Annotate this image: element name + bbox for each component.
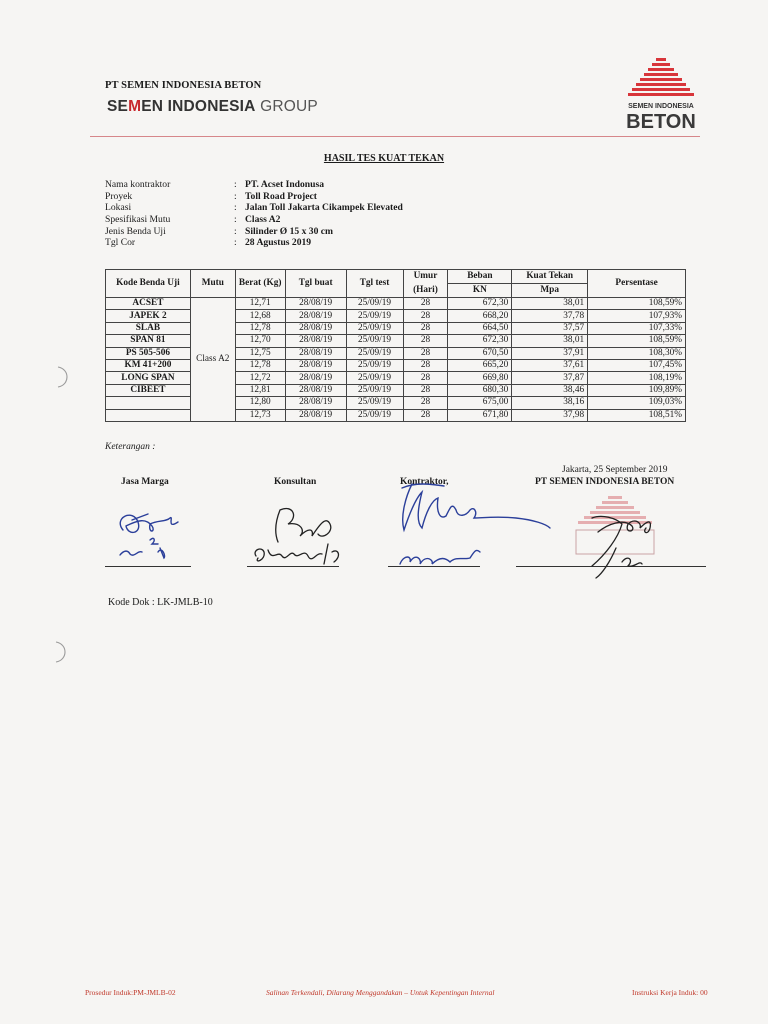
place-date: Jakarta, 25 September 2019 xyxy=(562,465,668,475)
cell-kode xyxy=(106,409,191,421)
cell-tgl-buat: 28/08/19 xyxy=(285,322,346,334)
punch-hole-mark xyxy=(50,640,70,664)
header-beban-unit: KN xyxy=(448,284,512,298)
document-code: Kode Dok : LK-JMLB-10 xyxy=(108,597,213,608)
cell-umur: 28 xyxy=(403,298,448,310)
cell-kode: SPAN 81 xyxy=(106,335,191,347)
cell-kode: PS 505-506 xyxy=(106,347,191,359)
signature-heading-konsultan: Konsultan xyxy=(274,477,317,487)
cell-persentase: 109,03% xyxy=(588,397,686,409)
header-rule xyxy=(90,136,700,137)
cell-persentase: 108,51% xyxy=(588,409,686,421)
header-kode: Kode Benda Uji xyxy=(106,270,191,298)
header-mutu: Mutu xyxy=(190,270,235,298)
header-berat: Berat (Kg) xyxy=(235,270,285,298)
cell-kuat-tekan: 37,61 xyxy=(512,359,588,371)
cell-kuat-tekan: 37,78 xyxy=(512,310,588,322)
company-name: PT SEMEN INDONESIA BETON xyxy=(105,80,262,91)
header-beban: Beban xyxy=(448,270,512,284)
company-stamp-and-signature xyxy=(562,488,672,583)
cell-persentase: 108,19% xyxy=(588,372,686,384)
document-title: HASIL TES KUAT TEKAN xyxy=(323,153,445,164)
cell-tgl-test: 25/09/19 xyxy=(346,310,403,322)
header-umur: Umur xyxy=(403,270,448,284)
cell-persentase: 109,89% xyxy=(588,384,686,396)
cell-tgl-buat: 28/08/19 xyxy=(285,397,346,409)
cell-kuat-tekan: 37,57 xyxy=(512,322,588,334)
header-kuat-tekan: Kuat Tekan xyxy=(512,270,588,284)
punch-hole-mark xyxy=(52,365,72,389)
cell-persentase: 107,45% xyxy=(588,359,686,371)
keterangan-label: Keterangan : xyxy=(105,442,156,452)
signature-konsultan xyxy=(250,494,350,572)
cell-berat: 12,71 xyxy=(235,298,285,310)
semen-indonesia-group-logo: SEMEN INDONESIA GROUP xyxy=(107,98,318,115)
cell-tgl-test: 25/09/19 xyxy=(346,359,403,371)
cell-beban: 664,50 xyxy=(448,322,512,334)
cell-persentase: 108,59% xyxy=(588,298,686,310)
document-page: PT SEMEN INDONESIA BETON SEMEN INDONESIA GROUP SEMEN INDONESIA BETON HASIL TES KUAT TEKAN Nama kontraktor : PT. Acset Indonusa Proyek : Toll Road Project Lokasi : Jalan Toll Jakarta Cikampek Elevated Spesifikasi Mutu : Class A2 Jenis Benda Uji : Silinder Ø 15 x 30 cm Tgl Cor : 28 Agustus 2019 Kode Benda Uji Mutu Berat (Kg) Tgl buat Tgl test Umur Beban Kuat Tekan Persentase (Hari) KN Mpa ACSET Class A2 12,71 28/08/19 25/09/19 28 672,30 38,01 108,59% JAPEK 2 12,68 28/08/19 25/09/19 28 668,20 37,78 107,93% SLAB 12,78 28/08/19 25/09/19 28 664,50 37,57 107,33% SPAN 81 12,70 28/08/19 25/09/19 28 672,30 38,01 108,59% PS 505-506 12,75 28/08/19 25/09/19 28 670,50 37,91 108,30% KM 41+200 12,78 28/08/19 25/09/19 28 665,20 37,61 107,45% LONG SPAN 12,72 28/08/19 25/09/19 28 669,80 37,87 108,19% CIBEET 12,81 28/08/19 25/09/19 28 680,30 38,46 109,89% 12,80 28/08/19 25/09/19 28 675,00 38,16 109,03% 12,73 28/08/19 25/09/19 28 671,80 37,98 108,51% Keterangan : Jakarta, 25 September 2019 Jasa Marga Konsultan Kontraktor, PT SEMEN INDONESIA BETON Kode Dok : LK-JMLB-10 Prosedur Induk:PM-JMLB-02 Salinan Terkendali, Dilarang Menggandakan – Untuk Kepentingan Internal Instruksi Kerja Induk: 00 xyxy=(0,0,768,1024)
cell-kode: JAPEK 2 xyxy=(106,310,191,322)
header-umur-unit: (Hari) xyxy=(403,284,448,298)
cell-persentase: 108,59% xyxy=(588,335,686,347)
cell-kode: ACSET xyxy=(106,298,191,310)
cell-beban: 671,80 xyxy=(448,409,512,421)
cell-beban: 665,20 xyxy=(448,359,512,371)
cell-persentase: 108,30% xyxy=(588,347,686,359)
cell-kode: SLAB xyxy=(106,322,191,334)
cell-beban: 672,30 xyxy=(448,298,512,310)
cell-kuat-tekan: 38,01 xyxy=(512,335,588,347)
cell-umur: 28 xyxy=(403,372,448,384)
cell-kuat-tekan: 37,87 xyxy=(512,372,588,384)
cell-umur: 28 xyxy=(403,409,448,421)
cell-kuat-tekan: 37,98 xyxy=(512,409,588,421)
cell-tgl-buat: 28/08/19 xyxy=(285,335,346,347)
results-table xyxy=(105,269,686,422)
cell-umur: 28 xyxy=(403,310,448,322)
cell-berat: 12,68 xyxy=(235,310,285,322)
signature-heading-kontraktor: Kontraktor, xyxy=(400,477,449,487)
header-tgl-test: Tgl test xyxy=(346,270,403,298)
cell-umur: 28 xyxy=(403,397,448,409)
cell-kuat-tekan: 38,46 xyxy=(512,384,588,396)
cell-berat: 12,75 xyxy=(235,347,285,359)
table-row xyxy=(106,298,686,310)
signature-jasa-marga xyxy=(108,500,188,566)
cell-tgl-test: 25/09/19 xyxy=(346,322,403,334)
cell-umur: 28 xyxy=(403,384,448,396)
cell-tgl-buat: 28/08/19 xyxy=(285,310,346,322)
cell-tgl-buat: 28/08/19 xyxy=(285,372,346,384)
footer-right: Instruksi Kerja Induk: 00 xyxy=(632,988,708,997)
semen-indonesia-beton-logo xyxy=(620,56,702,134)
cell-umur: 28 xyxy=(403,359,448,371)
cell-mutu: Class A2 xyxy=(190,298,235,422)
cell-tgl-buat: 28/08/19 xyxy=(285,347,346,359)
cell-berat: 12,78 xyxy=(235,359,285,371)
header-tgl-buat: Tgl buat xyxy=(285,270,346,298)
cell-tgl-test: 25/09/19 xyxy=(346,372,403,384)
cell-berat: 12,80 xyxy=(235,397,285,409)
cell-tgl-test: 25/09/19 xyxy=(346,298,403,310)
beton-logo-top-text: SEMEN INDONESIA xyxy=(628,103,694,110)
cell-kode xyxy=(106,397,191,409)
cell-umur: 28 xyxy=(403,335,448,347)
cell-berat: 12,72 xyxy=(235,372,285,384)
cell-beban: 672,30 xyxy=(448,335,512,347)
footer-center: Salinan Terkendali, Dilarang Menggandakan – Untuk Kepentingan Internal xyxy=(266,988,495,997)
cell-berat: 12,81 xyxy=(235,384,285,396)
cell-tgl-test: 25/09/19 xyxy=(346,347,403,359)
cell-umur: 28 xyxy=(403,322,448,334)
cell-umur: 28 xyxy=(403,347,448,359)
cell-tgl-buat: 28/08/19 xyxy=(285,359,346,371)
signature-heading-semen-beton: PT SEMEN INDONESIA BETON xyxy=(535,477,675,487)
beton-logo-big-text: BETON xyxy=(626,111,696,133)
cell-kode: LONG SPAN xyxy=(106,372,191,384)
cell-persentase: 107,93% xyxy=(588,310,686,322)
cell-kode: KM 41+200 xyxy=(106,359,191,371)
header-persentase: Persentase xyxy=(588,270,686,298)
signature-line-jasa-marga xyxy=(105,566,191,567)
cell-tgl-buat: 28/08/19 xyxy=(285,298,346,310)
cell-beban: 680,30 xyxy=(448,384,512,396)
cell-beban: 670,50 xyxy=(448,347,512,359)
cell-kuat-tekan: 38,01 xyxy=(512,298,588,310)
cell-tgl-test: 25/09/19 xyxy=(346,397,403,409)
cell-tgl-buat: 28/08/19 xyxy=(285,409,346,421)
cell-kode: CIBEET xyxy=(106,384,191,396)
cell-beban: 668,20 xyxy=(448,310,512,322)
cell-kuat-tekan: 38,16 xyxy=(512,397,588,409)
signature-kontraktor xyxy=(386,472,561,572)
cell-tgl-buat: 28/08/19 xyxy=(285,384,346,396)
cell-tgl-test: 25/09/19 xyxy=(346,384,403,396)
cell-beban: 675,00 xyxy=(448,397,512,409)
cell-berat: 12,70 xyxy=(235,335,285,347)
cell-beban: 669,80 xyxy=(448,372,512,384)
header-kuat-tekan-unit: Mpa xyxy=(512,284,588,298)
cell-tgl-test: 25/09/19 xyxy=(346,409,403,421)
cell-berat: 12,73 xyxy=(235,409,285,421)
cell-berat: 12,78 xyxy=(235,322,285,334)
footer-left: Prosedur Induk:PM-JMLB-02 xyxy=(85,988,176,997)
cell-tgl-test: 25/09/19 xyxy=(346,335,403,347)
cell-kuat-tekan: 37,91 xyxy=(512,347,588,359)
cell-persentase: 107,33% xyxy=(588,322,686,334)
signature-heading-jasa-marga: Jasa Marga xyxy=(121,477,169,487)
